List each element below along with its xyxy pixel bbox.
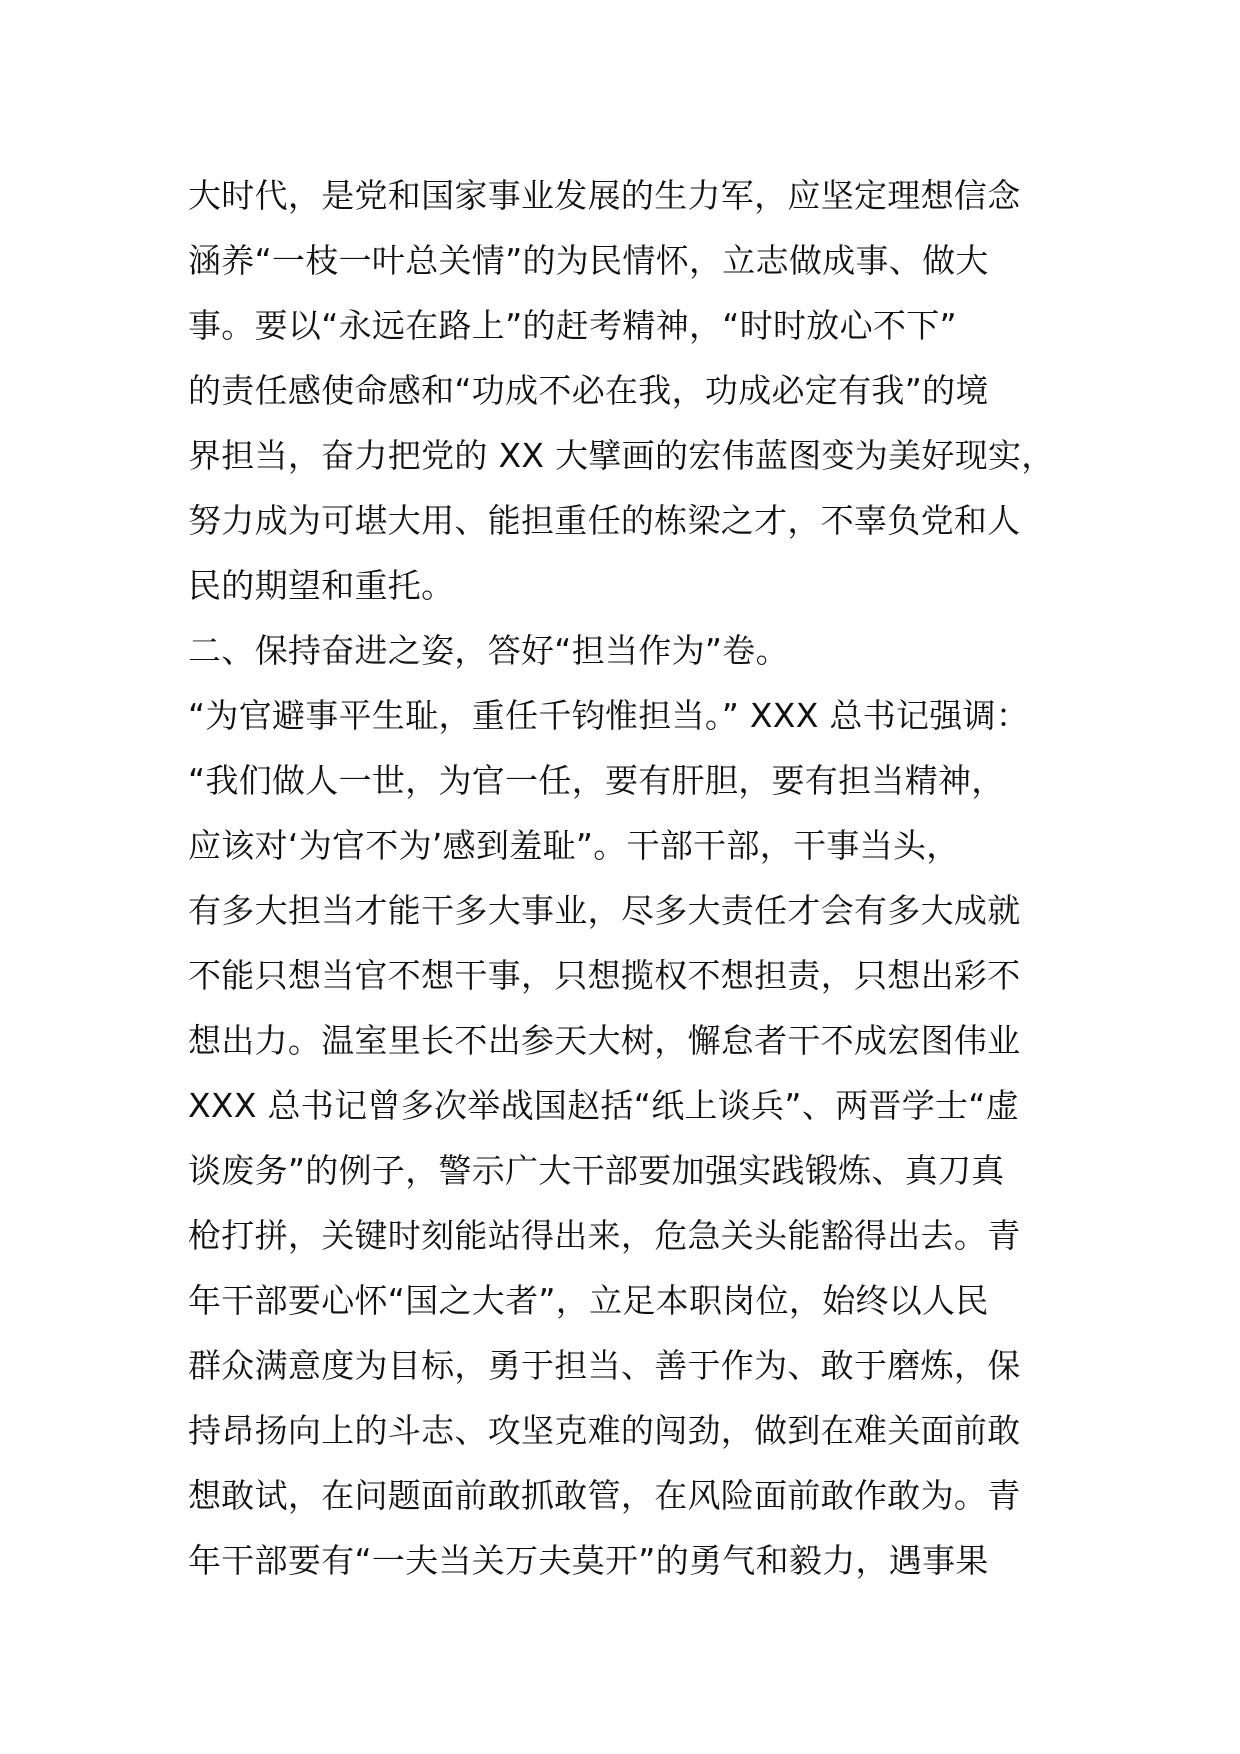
text-line: 谈废务”的例子，警示广大干部要加强实践锻炼、真刀真 <box>188 1151 1005 1190</box>
text-line: 群众满意度为目标，勇于担当、善于作为、敢于磨炼，保 <box>188 1346 1021 1385</box>
text-line: 年干部要有“一夫当关万夫莫开”的勇气和毅力，遇事果 <box>188 1541 989 1580</box>
text-line: 年干部要心怀“国之大者”，立足本职岗位，始终以人民 <box>188 1281 989 1320</box>
text-line: 民的期望和重托。 <box>188 566 455 605</box>
text-line: 涵养“一枝一叶总关情”的为民情怀，立志做成事、做大 <box>188 241 989 280</box>
section-heading: 二、保持奋进之姿，答好“担当作为”卷。 <box>188 631 789 670</box>
text-line: “我们做人一世，为官一任，要有肝胆，要有担当精神， <box>188 761 1005 800</box>
text-line: 努力成为可堪大用、能担重任的栋梁之才，不辜负党和人 <box>188 501 1021 540</box>
body-text <box>188 163 1058 1593</box>
text-line: 持昂扬向上的斗志、攻坚克难的闯劲，做到在难关面前敢 <box>188 1411 1021 1450</box>
text-line: “为官避事平生耻，重任千钧惟担当。” XXX 总书记强调： <box>188 696 1030 735</box>
text-line: 界担当，奋力把党的 XX 大擘画的宏伟蓝图变为美好现实， <box>188 436 1055 475</box>
text-line: 枪打拼，关键时刻能站得出来，危急关头能豁得出去。青 <box>188 1216 1021 1255</box>
text-line: 应该对‘为官不为’感到羞耻”。干部干部，干事当头， <box>188 826 960 865</box>
text-line: 不能只想当官不想干事，只想揽权不想担责，只想出彩不 <box>188 956 1021 995</box>
text-line: 大时代，是党和国家事业发展的生力军，应坚定理想信念 <box>188 176 1021 215</box>
text-line: 的责任感使命感和“功成不必在我，功成必定有我”的境 <box>188 371 989 410</box>
text-line: 想出力。温室里长不出参天大树，懈怠者干不成宏图伟业 <box>188 1021 1021 1060</box>
text-line: 事。要以“永远在路上”的赶考精神，“时时放心不下” <box>188 306 957 345</box>
text-line: 有多大担当才能干多大事业，尽多大责任才会有多大成就 <box>188 891 1021 930</box>
text-line: XXX 总书记曾多次举战国赵括“纸上谈兵”、两晋学士“虚 <box>188 1086 1019 1125</box>
text-line: 想敢试，在问题面前敢抓敢管，在风险面前敢作敢为。青 <box>188 1476 1021 1515</box>
